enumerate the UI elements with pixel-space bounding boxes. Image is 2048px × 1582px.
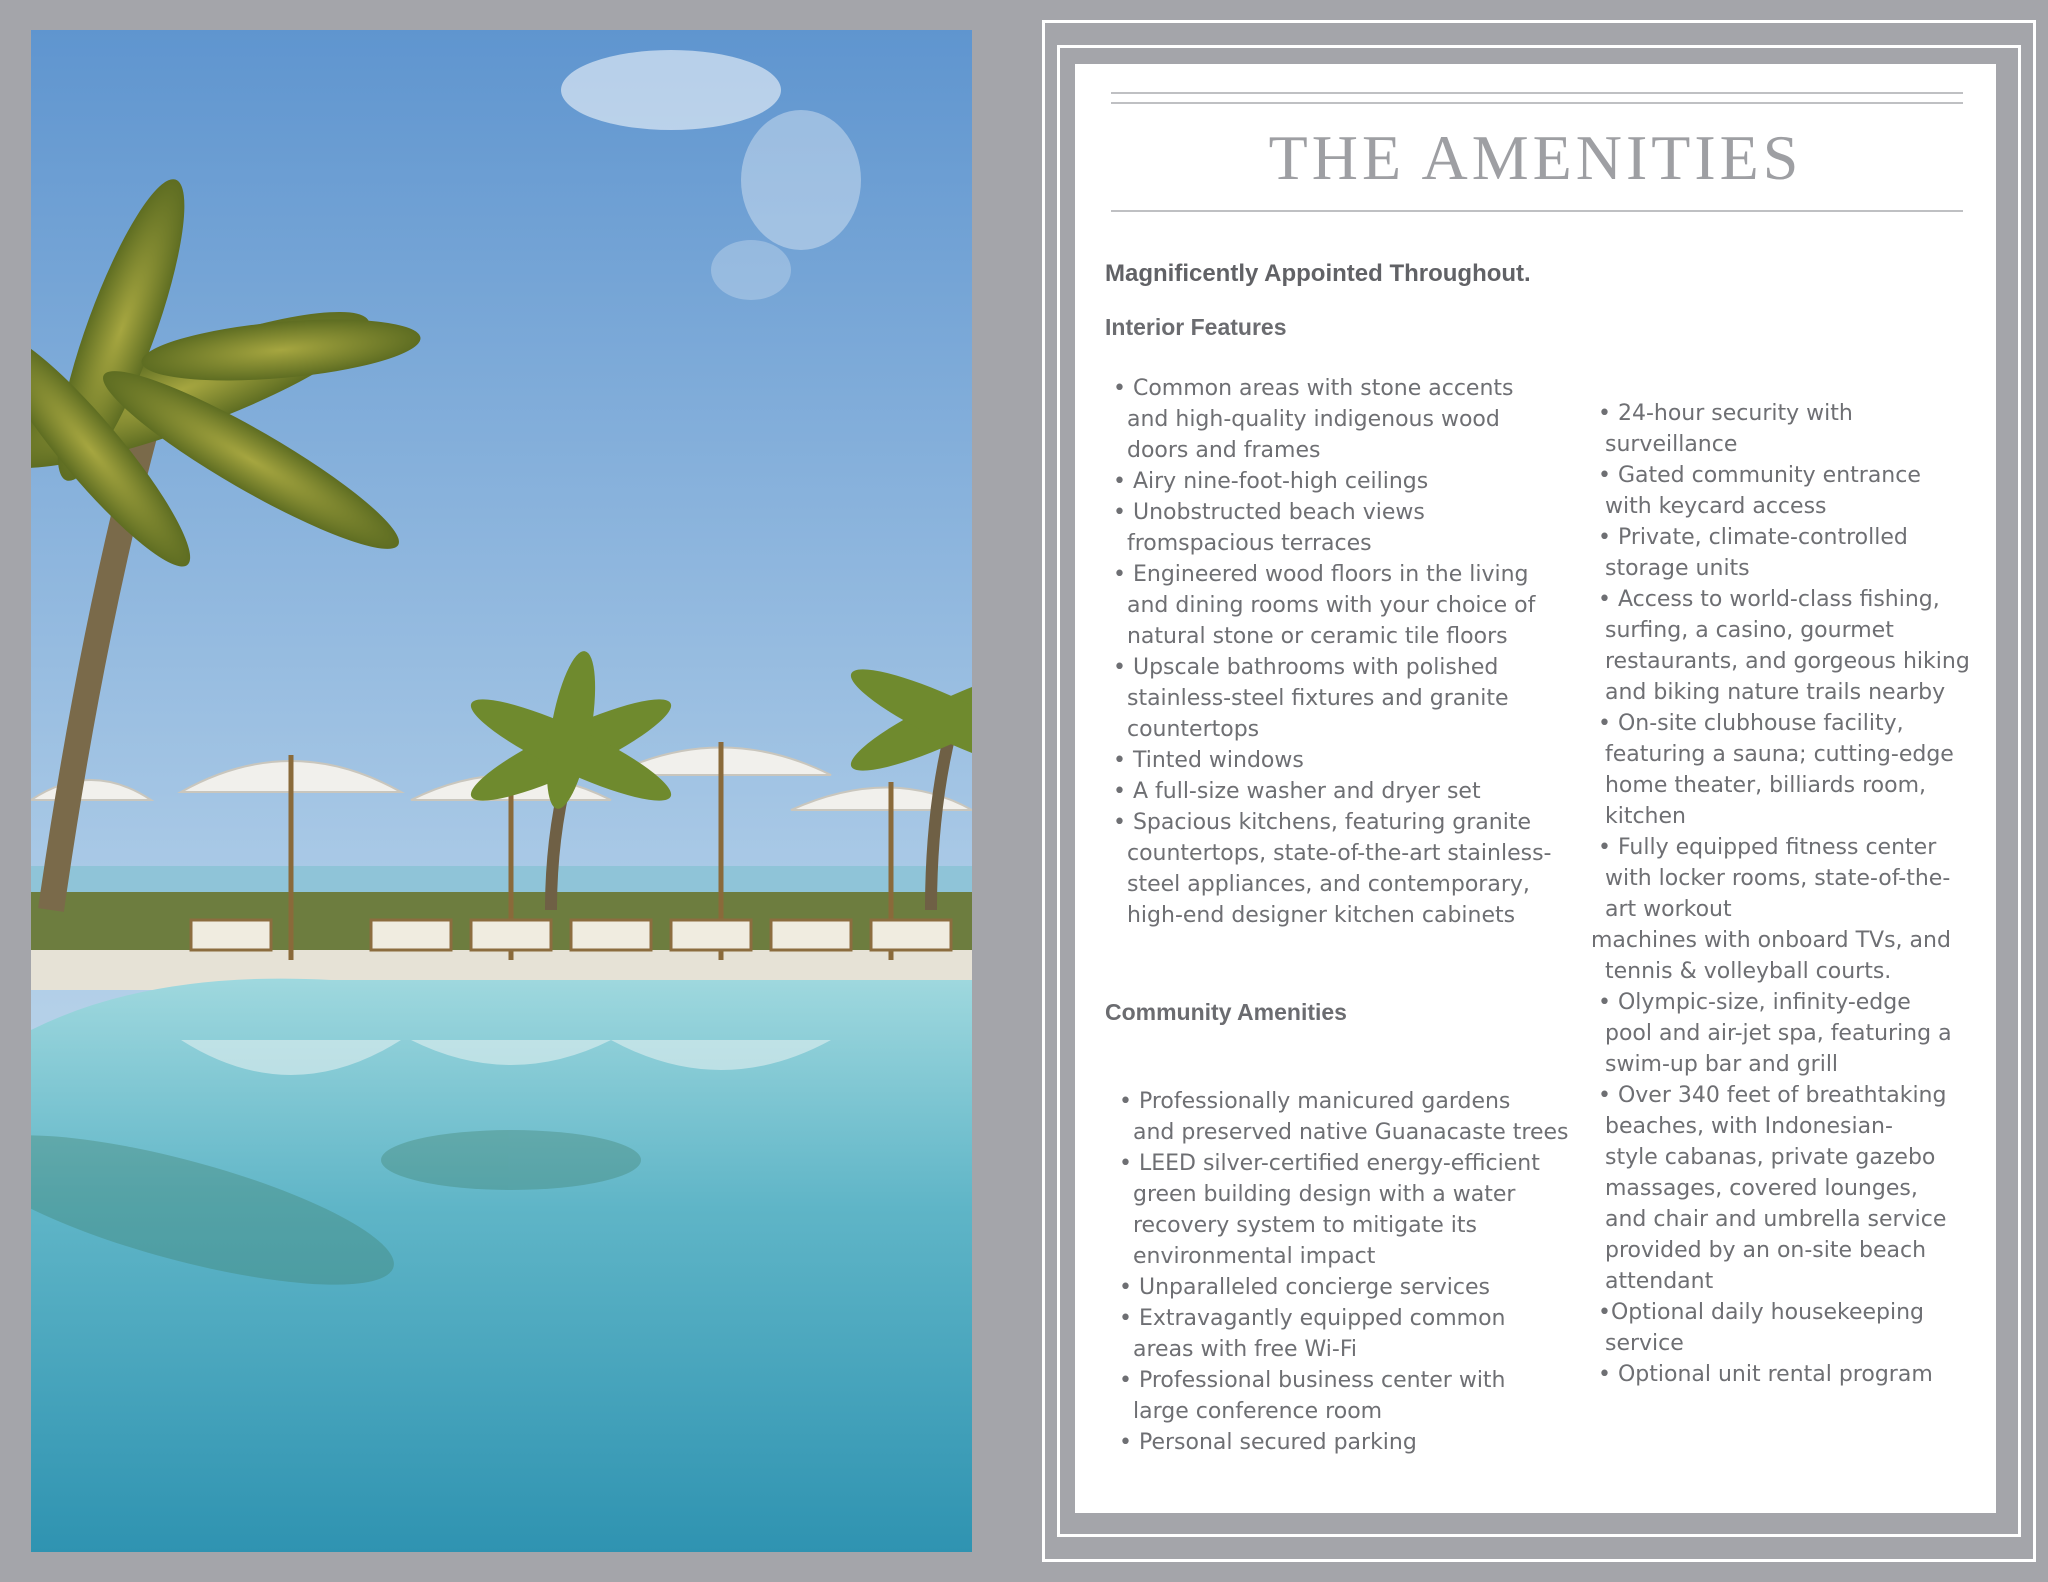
community-amenities-list — [1119, 1086, 1569, 1458]
list-item: tennis & volleyball courts. — [1591, 959, 1892, 984]
list-item: attendant — [1591, 1269, 1714, 1294]
list-item: • Extravagantly equipped common — [1119, 1306, 1506, 1331]
pool-illustration — [31, 30, 972, 1552]
list-item: and chair and umbrella service — [1591, 1207, 1947, 1232]
list-item: massages, covered lounges, — [1591, 1176, 1918, 1201]
list-item: featuring a sauna; cutting-edge — [1591, 742, 1954, 767]
amenities-right-column-list — [1591, 398, 1970, 1390]
list-item: • 24-hour security with — [1591, 401, 1853, 426]
list-item: • Professional business center with — [1119, 1368, 1506, 1393]
list-item: and preserved native Guanacaste trees — [1119, 1120, 1569, 1145]
resort-pool-photo — [31, 30, 972, 1552]
list-item: surveillance — [1591, 432, 1738, 457]
list-item: • Engineered wood floors in the living — [1113, 562, 1529, 587]
list-item: swim-up bar and grill — [1591, 1052, 1839, 1077]
list-item: • Common areas with stone accents — [1113, 376, 1514, 401]
list-item: recovery system to mitigate its — [1119, 1213, 1477, 1238]
list-item: • Unobstructed beach views — [1113, 500, 1425, 525]
list-item: style cabanas, private gazebo — [1591, 1145, 1936, 1170]
list-item: home theater, billiards room, — [1591, 773, 1927, 798]
list-item: • Professionally manicured gardens — [1119, 1089, 1511, 1114]
list-item: • LEED silver-certified energy-efficient — [1119, 1151, 1540, 1176]
list-item: stainless-steel fixtures and granite — [1113, 686, 1509, 711]
list-item: high-end designer kitchen cabinets — [1113, 903, 1516, 928]
list-item: with keycard access — [1591, 494, 1827, 519]
list-item: • Tinted windows — [1113, 748, 1304, 773]
interior-features-list — [1113, 373, 1551, 931]
list-item: environmental impact — [1119, 1244, 1376, 1269]
list-item: • Access to world-class fishing, — [1591, 587, 1940, 612]
list-item: • Unparalleled concierge services — [1119, 1275, 1491, 1300]
list-item: • Gated community entrance — [1591, 463, 1921, 488]
list-item: and dining rooms with your choice of — [1113, 593, 1536, 618]
list-item: • Over 340 feet of breathtaking — [1591, 1083, 1947, 1108]
list-item: large conference room — [1119, 1399, 1383, 1424]
list-item: •Optional daily housekeeping — [1591, 1300, 1925, 1325]
list-item: countertops, state-of-the-art stainless- — [1113, 841, 1552, 866]
top-rule — [1111, 92, 1963, 94]
tagline: Magnificently Appointed Throughout. — [1105, 260, 1531, 287]
list-item: art workout — [1591, 897, 1732, 922]
list-item: • Optional unit rental program — [1591, 1362, 1933, 1387]
list-item: areas with free Wi-Fi — [1119, 1337, 1358, 1362]
title-underline-rule — [1111, 210, 1963, 212]
list-item: fromspacious terraces — [1113, 531, 1372, 556]
community-amenities-heading: Community Amenities — [1105, 999, 1347, 1025]
list-item: • On-site clubhouse facility, — [1591, 711, 1904, 736]
amenities-page — [1075, 64, 1996, 1513]
list-item: green building design with a water — [1119, 1182, 1516, 1207]
list-item: countertops — [1113, 717, 1260, 742]
list-item: doors and frames — [1113, 438, 1321, 463]
list-item: • Spacious kitchens, featuring granite — [1113, 810, 1531, 835]
top-rule-second — [1111, 102, 1963, 104]
page-title: THE AMENITIES — [1268, 122, 1803, 193]
list-item: • Airy nine-foot-high ceilings — [1113, 469, 1429, 494]
list-item: • Olympic-size, infinity-edge — [1591, 990, 1911, 1015]
list-item: • Private, climate-controlled — [1591, 525, 1908, 550]
list-item: restaurants, and gorgeous hiking — [1591, 649, 1970, 674]
list-item: storage units — [1591, 556, 1750, 581]
list-item: service — [1591, 1331, 1684, 1356]
list-item: machines with onboard TVs, and — [1591, 928, 1951, 953]
list-item: • Upscale bathrooms with polished — [1113, 655, 1499, 680]
list-item: beaches, with Indonesian- — [1591, 1114, 1893, 1139]
list-item: steel appliances, and contemporary, — [1113, 872, 1530, 897]
list-item: surfing, a casino, gourmet — [1591, 618, 1894, 643]
list-item: and biking nature trails nearby — [1591, 680, 1946, 705]
list-item: and high-quality indigenous wood — [1113, 407, 1500, 432]
list-item: kitchen — [1591, 804, 1686, 829]
list-item: • Personal secured parking — [1119, 1430, 1417, 1455]
list-item: natural stone or ceramic tile floors — [1113, 624, 1508, 649]
list-item: pool and air-jet spa, featuring a — [1591, 1021, 1952, 1046]
list-item: provided by an on-site beach — [1591, 1238, 1927, 1263]
list-item: • A full-size washer and dryer set — [1113, 779, 1481, 804]
list-item: with locker rooms, state-of-the- — [1591, 866, 1951, 891]
interior-features-heading: Interior Features — [1105, 314, 1287, 340]
list-item: • Fully equipped fitness center — [1591, 835, 1937, 860]
